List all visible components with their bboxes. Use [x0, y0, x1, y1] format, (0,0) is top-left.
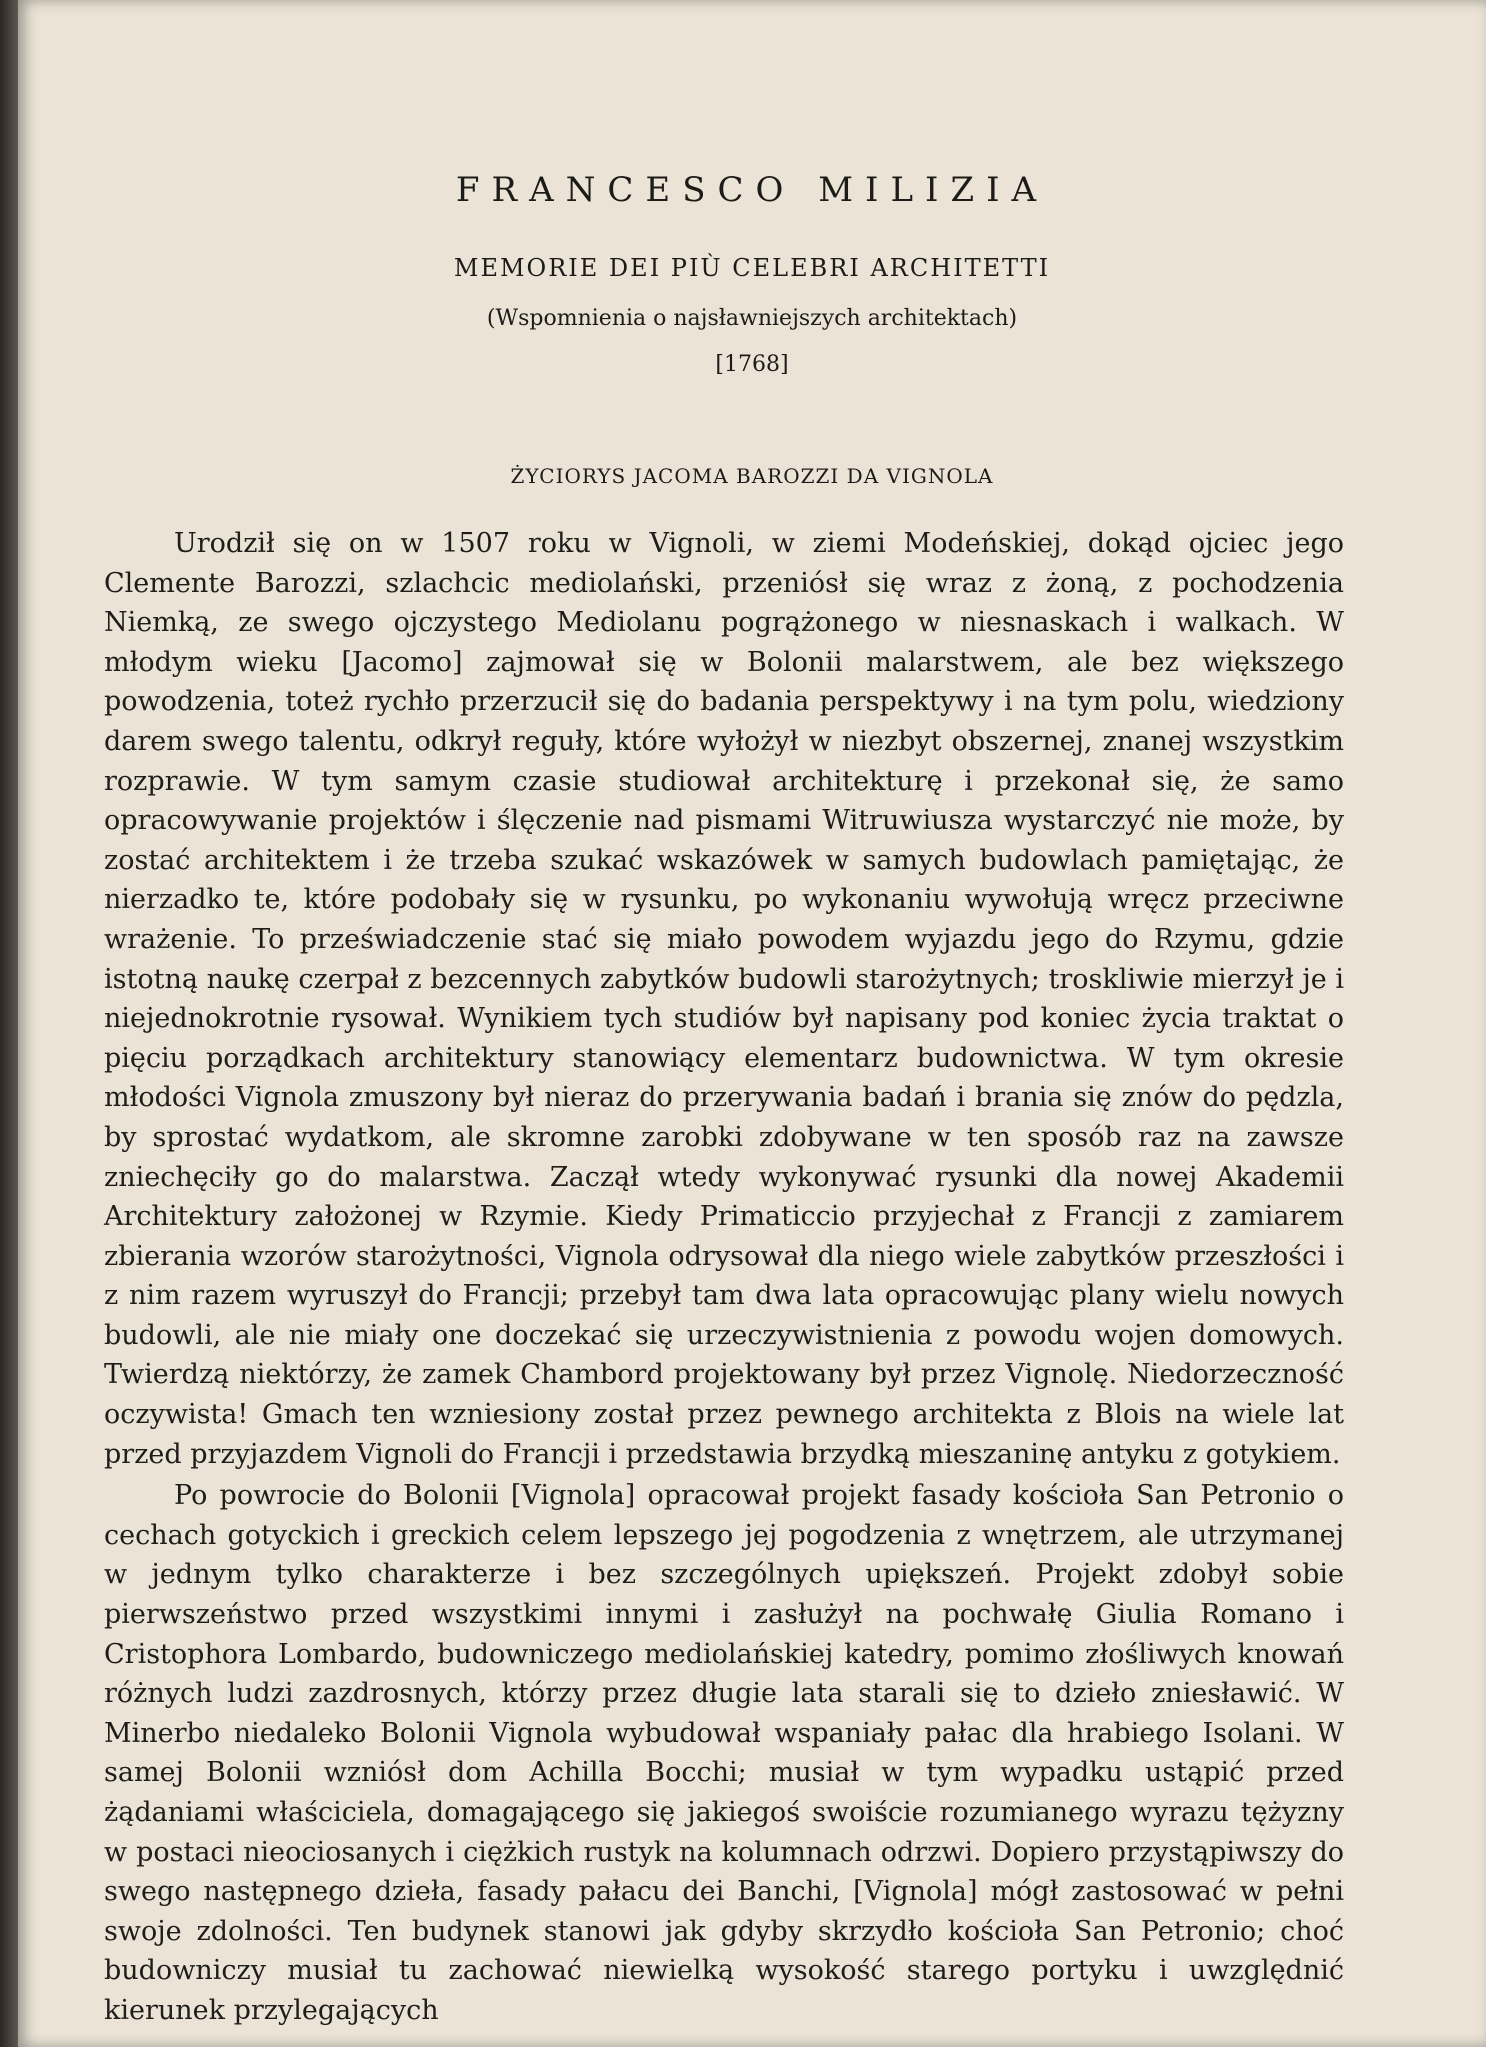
- section-heading: ŻYCIORYS JACOMA BAROZZI DA VIGNOLA: [510, 464, 994, 488]
- author-name: FRANCESCO MILIZIA: [455, 170, 1049, 210]
- paragraph-1: Urodził się on w 1507 roku w Vignoli, w ziemi Modeńskiej, dokąd ojciec jego Clemente Barozzi, szlachcic mediolański, przeniósł się wraz z żoną, z pochodzenia Niemką, ze swego ojczystego Mediolanu pogrążonego w niesnaskach i walkach. W młodym wieku [Jacomo] zajmował się w Bolonii malarstwem, ale bez większego powodzenia, toteż rychło przerzucił się do badania perspektywy i na tym polu, wiedziony darem swego talentu, odkrył reguły, które wyłożył w niezbyt obszernej, znanej wszystkim rozprawie. W tym samym czasie studiował architekturę i przekonał się, że samo opracowywanie projektów i ślęczenie nad pismami Witruwiusza wystarczyć nie może, by zostać architektem i że trzeba szukać wskazówek w samych budowlach pamiętając, że nierzadko te, które podobały się w rysunku, po wykonaniu wywołują wręcz przeciwne wrażenie. To przeświadczenie stać się miało powodem wyjazdu jego do Rzymu, gdzie istotną naukę czerpał z bezcennych zabytków budowli starożytnych; troskliwie mierzył je i niejednokrotnie rysował. Wynikiem tych studiów był napisany pod koniec życia traktat o pięciu porządkach architektury stanowiący elementarz budownictwa. W tym okresie młodości Vignola zmuszony był nieraz do przerywania badań i brania się znów do pędzla, by sprostać wydatkom, ale skromne zarobki zdobywane w ten sposób raz na zawsze zniechęciły go do malarstwa. Zaczął wtedy wykonywać rysunki dla nowej Akademii Architektury założonej w Rzymie. Kiedy Primaticcio przyjechał z Francji z zamiarem zbierania wzorów starożytności, Vignola odrysował dla niego wiele zabytków przeszłości i z nim razem wyruszył do Francji; przebył tam dwa lata opracowując plany wielu nowych budowli, ale nie miały one doczekać się urzeczywistnienia z powodu wojen domowych. Twierdzą niektórzy, że zamek Chambord projektowany był przez Vignolę. Niedorzeczność oczywista! Gmach ten wzniesiony został przez pewnego architekta z Blois na wiele lat przed przyjazdem Vignoli do Francji i przedstawia brzydką mieszaninę antyku z gotykiem.: [104, 528, 1344, 1470]
- work-title: MEMORIE DEI PIÙ CELEBRI ARCHITETTI: [453, 254, 1051, 282]
- book-page: [18, 0, 1486, 2047]
- body-text: [104, 524, 1344, 2031]
- publication-year: [1768]: [715, 352, 789, 377]
- paragraph-2: Po powrocie do Bolonii [Vignola] opracował projekt fasady kościoła San Petronio o cechach gotyckich i greckich celem lepszego jej pogodzenia z wnętrzem, ale utrzymanej w jednym tylko charakterze i bez szczególnych upiększeń. Projekt zdobył sobie pierwszeństwo przed wszystkimi innymi i zasłużył na pochwałę Giulia Romano i Cristophora Lombardo, budowniczego mediolańskiej katedry, pomimo złośliwych knowań różnych ludzi zazdrosnych, którzy przez długie lata starali się to dzieło zniesławić. W Minerbo niedaleko Bolonii Vignola wybudował wspaniały pałac dla hrabiego Isolani. W samej Bolonii wzniósł dom Achilla Bocchi; musiał w tym wypadku ustąpić przed żądaniami właściciela, domagającego się jakiegoś swoiście rozumianego wyrazu tężyzny w postaci nieociosanych i ciężkich rustyk na kolumnach odrzwi. Dopiero przystąpiwszy do swego następnego dzieła, fasady pałacu dei Banchi, [Vignola] mógł zastosować w pełni swoje zdolności. Ten budynek stanowi jak gdyby skrzydło kościoła San Petronio; choć budowniczy musiał tu zachować niewielką wysokość starego portyku i uwzględnić kierunek przylegających: [104, 1480, 1344, 2026]
- work-subtitle: (Wspomnienia o najsławniejszych architektach): [486, 306, 1018, 331]
